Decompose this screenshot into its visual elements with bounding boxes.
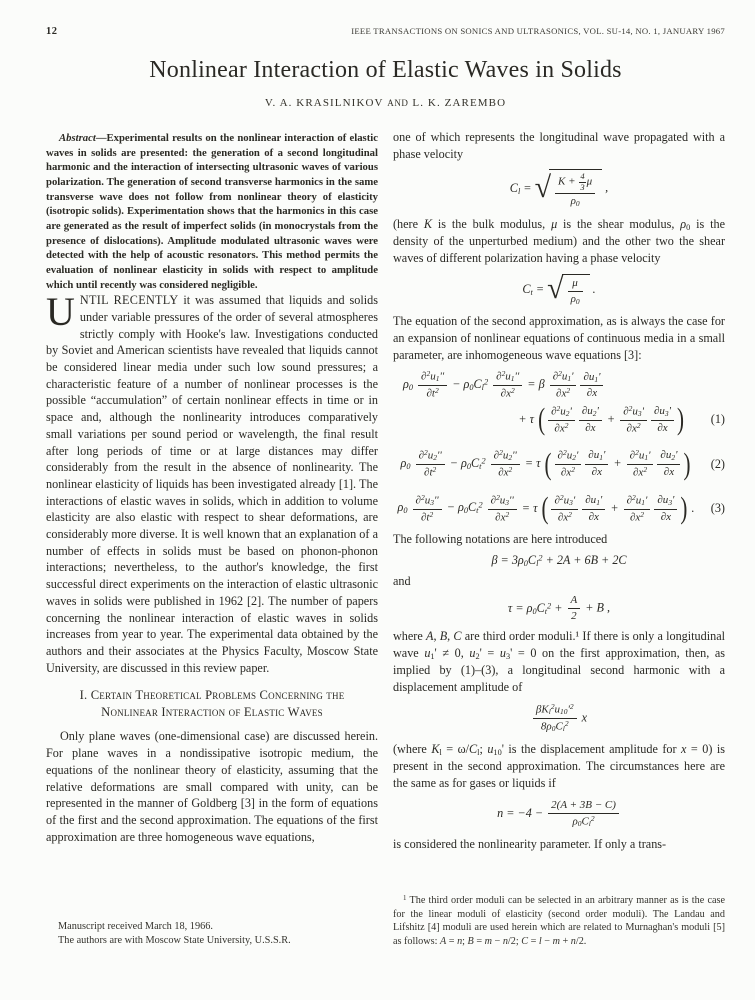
equation-body: $\frac{\beta K_l^2u_{10}'^2}{8\rho_0C_l^2}$ x [393, 703, 725, 734]
manuscript-received-note: Manuscript received March 18, 1966. [58, 920, 213, 932]
equation-3-label: (3) [710, 501, 725, 516]
equation-3 [393, 490, 725, 526]
paragraph-nonlinearity-closing: is considered the nonlinearity parameter. If only a trans- [393, 836, 667, 851]
left-column-footnote [46, 920, 378, 974]
right-column [393, 129, 725, 974]
equation-body: $\rho_0$ $\frac{\partial^2u_1''}{\partial t^2}$ − $\rho_0C_l^2$ $\frac{\partial^2u_1''}{\partial x^2}$ = β $\frac{\partial^2u_1'}{\partial x^2}$ $\frac{\partial u_1'}{\partial x}$ [393, 370, 725, 400]
paragraph-displacement-amplitude: (where $K_l = \omega/C_l$; $u_{10}'$ is the displacement amplitude for x = 0) is present in the second approximation. The circumstances here are the same as for gases or liquids if [393, 741, 725, 791]
equation-body: $\tau = \rho_0C_t^2$ + $\frac{A}{2}$ + B , [507, 594, 611, 623]
and-word: AND [387, 98, 409, 108]
intro-paragraph [46, 289, 378, 676]
equation-1-line-2 [393, 401, 725, 437]
paragraph-moduli-explanation: (here K is the bulk modulus, μ is the shear modulus, $\rho_0$ is the density of the unperturbed medium) and the other two the shear waves of different polarization having a phase velocity [393, 216, 725, 265]
equation-body: $C_t$ = √ $\frac{\mu}{\rho_0}$ . [522, 271, 596, 306]
abstract-label: Abstract [59, 132, 96, 144]
equation-body: $\rho_0$ $\frac{\partial^2u_3''}{\partial t^2}$ − $\rho_0C_t^2$ $\frac{\partial^2u_3''}{\partial x^2}$ = τ ( $\frac{\partial^2u_3'}{\partial x^2}$ $\frac{\partial u_1'}{\partial x}$ + $\frac{\partial^2u_1'}{\partial x^2}$ $\frac{\partial u_3'}{\partial x}$ ) . [397, 490, 695, 526]
author-2: L. K. ZAREMBO [412, 97, 507, 109]
footnote-1-marker: 1 [403, 895, 407, 903]
equation-body: $C_l$ = √ K + $\frac{4}{3}$ μ $\rho_0$ , [509, 171, 609, 208]
section-1-paragraph: Only plane waves (one-dimensional case) are discussed herein. For plane waves in a nondissipative isotropic medium, the equations of the nonlinear theory of elasticity, assuming that the relative deformations are small compared with unity, can be represented in the manner of Goldberg [3] in the form of equations of the first and the second approximation. The equations of the first approximation are three homogeneous wave equations, [46, 729, 378, 844]
paper-title: Nonlinear Interaction of Elastic Waves in Solids [149, 57, 622, 83]
equation-body: $\beta = 3\rho_0C_l^2 + 2A + 6B + 2C$ [491, 552, 627, 568]
intro-text: it was assumed that liquids and solids under variable pressures of the order of several atmospheres strictly comply with Hooke's law. Investigations conducted by Soviet and American scientists have revealed that liquids cannot be considered linear media under such low sound pressures; a characteristic feature of a number of nonlinear processes is the possible “accumulation” of certain nonlinear effects in time or in space and, although the nonlinearity introduces comparatively small variations per sound period or wavelength, the final result after long periods of time or at large distances may differ considerably from the result in the absence of nonlinearity. The nonlinear elasticity of liquids has been investigated already [1]. The interactions of elastic waves in solids, which in addition to volume elasticity are also elastic with respect to shear deformations, are considerably more diverse. It is well known that an explanation of a number of effects in solids must be based on phonon-phonon interactions; nevertheless, to the author's knowledge, the first successful direct experiments on the interaction of elastic ultrasonic waves in solids were published in 1962 [2]. The number of papers concerning the nonlinear interaction of elastic waves in solids increases from year to year. The experimental data obtained by the authors and their associates at the Physics Faculty, Moscow State University, are discussed in this review paper. [46, 293, 378, 675]
equation-body: $\rho_0$ $\frac{\partial^2u_2''}{\partial t^2}$ − $\rho_0C_t^2$ $\frac{\partial^2u_2''}{\partial x^2}$ = τ ( $\frac{\partial^2u_2'}{\partial x^2}$ $\frac{\partial u_1'}{\partial x}$ + $\frac{\partial^2u_1'}{\partial x^2}$ $\frac{\partial u_2'}{\partial x}$ ) [400, 446, 691, 481]
section-1-heading: I. Certain Theoretical Problems Concerning the Nonlinear Interaction of Elastic Waves [79, 688, 345, 720]
abstract-paragraph [46, 131, 378, 292]
page-number: 12 [46, 26, 58, 37]
paragraph-and: and [393, 573, 411, 588]
equation-beta-notation [393, 553, 725, 568]
equation-second-harmonic-amplitude [393, 703, 725, 734]
equation-1-line-1 [393, 370, 725, 400]
footnote-1-text: The third order moduli can be selected in an arbitrary manner as is the case for the linear moduli of elasticity (second order moduli). The Landau and Lifshitz [4] moduli are used herein which are related to Murnaghan's moduli [5] as follows: A = n; B = m − n/2; C = l − m + n/2. [393, 895, 725, 947]
paragraph-third-order-moduli: where A, B, C are third order moduli.¹ If there is only a longitudinal wave $u_1' \ne 0$, $u_2' = u_3' = 0$ on the first approximation, then, as implied by (1)–(3), a longitudinal second harmonic with a displacement amplitude of [393, 629, 725, 695]
equation-longitudinal-phase-velocity [393, 169, 725, 208]
equation-2 [393, 446, 725, 481]
author-1: V. A. KRASILNIKOV [264, 97, 384, 109]
drop-cap: U [46, 289, 75, 335]
journal-running-head: IEEE TRANSACTIONS ON SONICS AND ULTRASONICS, VOL. SU-14, NO. 1, JANUARY 1967 [351, 26, 725, 36]
authors-affiliation-note: The authors are with Moscow State University, U.S.S.R. [58, 934, 291, 946]
paragraph-second-approximation: The equation of the second approximation, as is always the case for an expansion of nonlinear equations of continuous media in a small parameter, are inhomogeneous wave equations [3]: [393, 314, 725, 362]
equation-shear-phase-velocity [393, 271, 725, 307]
authors-line [46, 97, 725, 109]
equation-body: + τ ( $\frac{\partial^2u_2'}{\partial x^2}$ $\frac{\partial u_2'}{\partial x}$ + $\frac{\partial^2u_3'}{\partial x^2}$ $\frac{\partial u_3'}{\partial x}$ ) [518, 401, 684, 437]
equation-nonlinearity-parameter [393, 799, 725, 829]
equation-1-label: (1) [710, 412, 725, 427]
paragraph-phase-velocity-intro: one of which represents the longitudinal wave propagated with a phase velocity [393, 130, 725, 161]
equation-2-label: (2) [710, 456, 725, 471]
page-header [46, 26, 725, 37]
footnote-1 [393, 894, 725, 948]
abstract-text: —Experimental results on the nonlinear interaction of elastic waves in solids are presented: the generation of a second longitudinal harmonic and the interaction of intersecting ultrasonic waves of various polarization. The generation of second transverse harmonics in the same transverse wave does not follow from nonlinear theory of elasticity (isotropic solids). Experimentation shows that the harmonics in this case are generated as the result of imperfect solids (in monocrystals from the presence of dislocations). Amplitude modulated ultrasonic waves were detected with the help of acoustic resonators. This method permits the evaluation of nonlinear elasticity in solids with respect to amplitude which until recently was considered negligible. [46, 132, 378, 291]
intro-lead: NTIL RECENTLY [79, 293, 179, 308]
two-column-body [46, 129, 725, 974]
left-column [46, 129, 378, 974]
right-column-footnote [393, 894, 725, 974]
equation-tau-notation [393, 594, 725, 623]
paragraph-notations: The following notations are here introduced [393, 531, 608, 546]
equation-body: n = −4 − $\frac{2(A + 3B - C)}{\rho_0C_l^2}$ [393, 799, 725, 829]
